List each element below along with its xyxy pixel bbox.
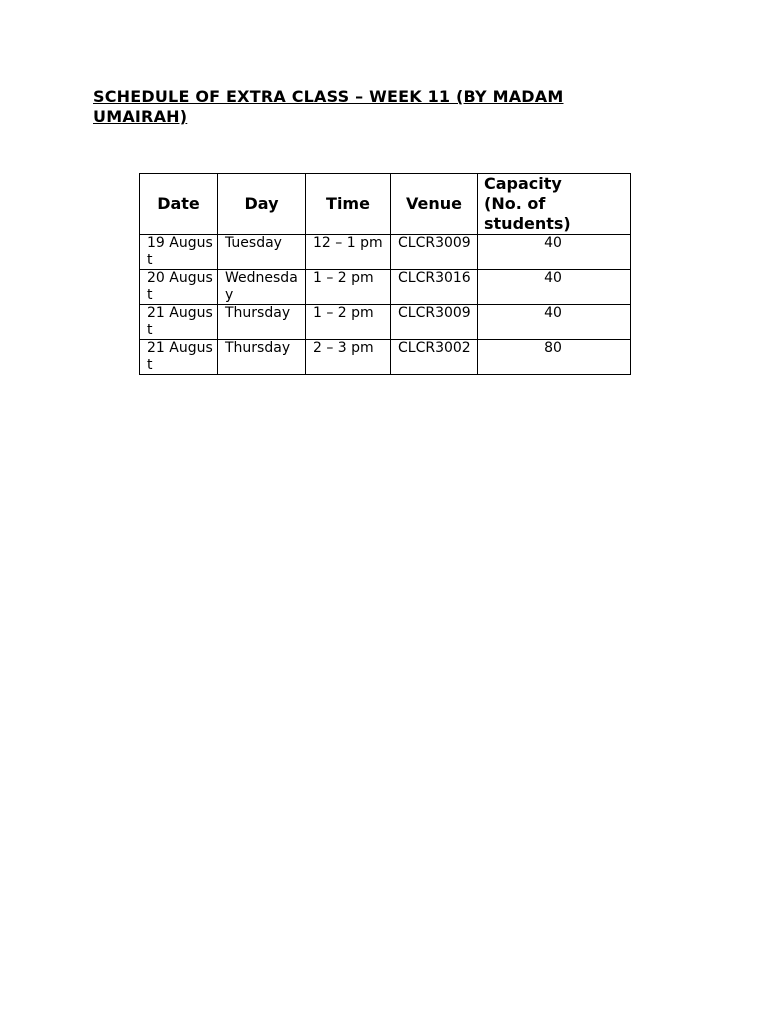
table-row (140, 305, 631, 340)
cell-capacity: 40 (478, 235, 631, 270)
cell-day: Tuesday (218, 235, 306, 270)
cell-time: 1 – 2 pm (306, 270, 391, 305)
cell-date: 21 August (140, 340, 218, 375)
cell-date: 19 August (140, 235, 218, 270)
document-title (93, 87, 653, 127)
header-capacity-line-1: Capacity (484, 174, 562, 193)
table-row (140, 270, 631, 305)
cell-time: 1 – 2 pm (306, 305, 391, 340)
table-row (140, 235, 631, 270)
cell-capacity: 40 (478, 305, 631, 340)
header-day: Day (218, 174, 306, 235)
header-date: Date (140, 174, 218, 235)
schedule-table (139, 173, 631, 375)
cell-date: 20 August (140, 270, 218, 305)
cell-capacity: 40 (478, 270, 631, 305)
table-row (140, 340, 631, 375)
cell-day: Thursday (218, 340, 306, 375)
cell-venue: CLCR3016 (391, 270, 478, 305)
cell-venue: CLCR3009 (391, 305, 478, 340)
header-capacity (478, 174, 631, 235)
cell-time: 12 – 1 pm (306, 235, 391, 270)
cell-time: 2 – 3 pm (306, 340, 391, 375)
cell-day: Thursday (218, 305, 306, 340)
header-capacity-line-3: students) (484, 214, 571, 233)
cell-day: Wednesday (218, 270, 306, 305)
title-line-2: UMAIRAH) (93, 107, 188, 126)
cell-venue: CLCR3009 (391, 235, 478, 270)
cell-date: 21 August (140, 305, 218, 340)
header-venue: Venue (391, 174, 478, 235)
title-line-1: SCHEDULE OF EXTRA CLASS – WEEK 11 (BY MADAM (93, 87, 564, 106)
cell-capacity: 80 (478, 340, 631, 375)
header-capacity-line-2: (No. of (484, 194, 546, 213)
cell-venue: CLCR3002 (391, 340, 478, 375)
header-row (140, 174, 631, 235)
header-time: Time (306, 174, 391, 235)
